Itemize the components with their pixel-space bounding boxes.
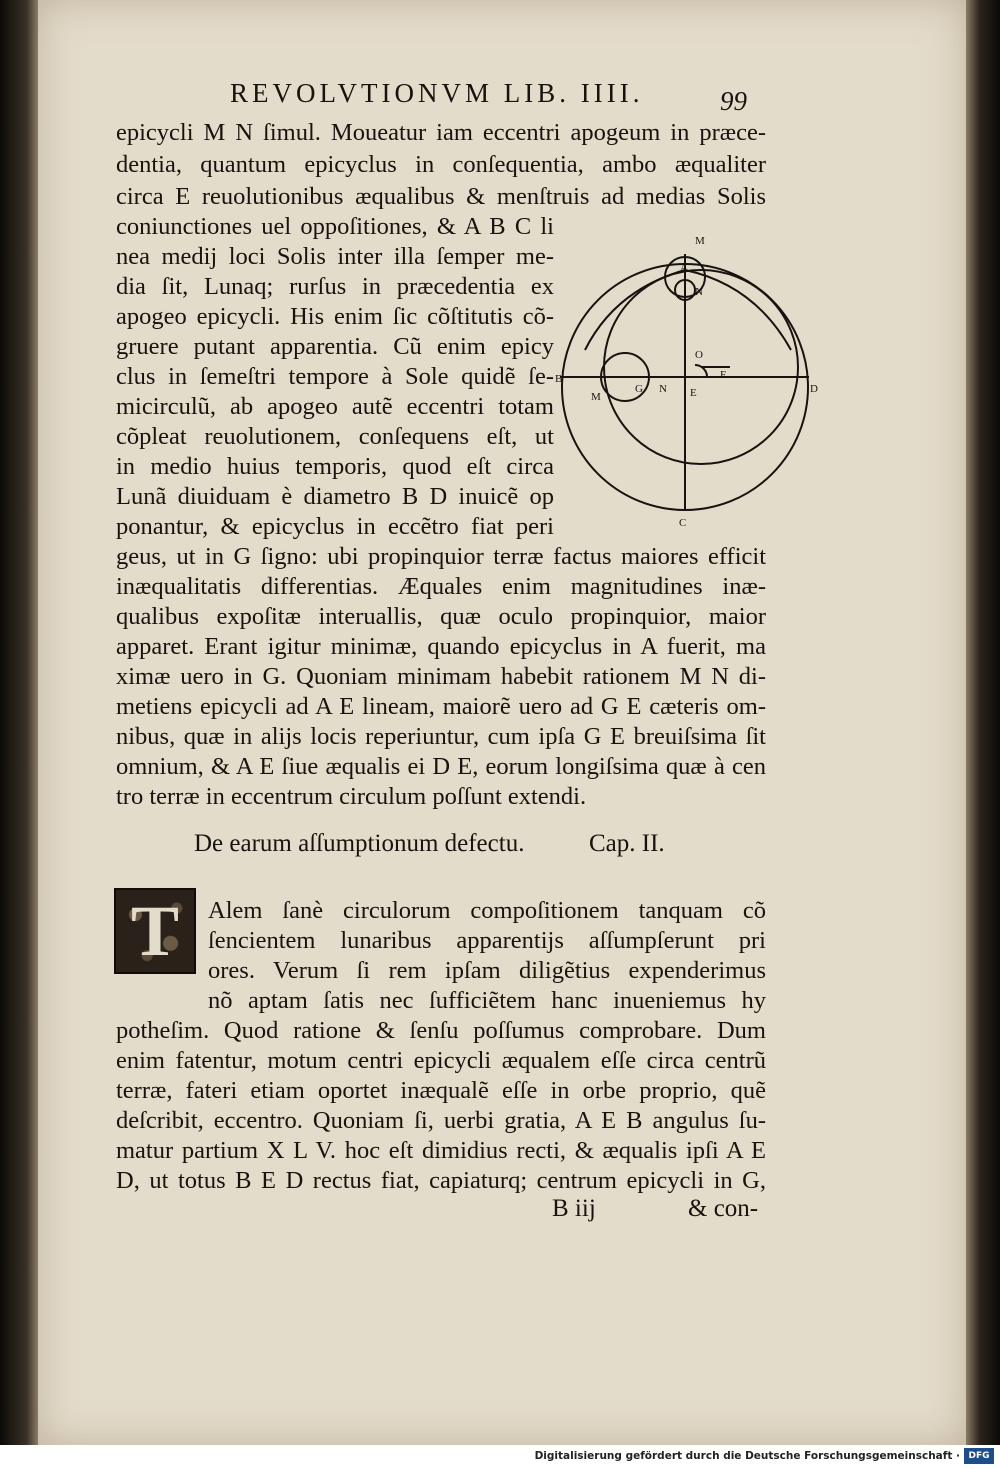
section-title: De earum aſſumptionum defectu. [194,830,525,857]
text-line: Alem ſanè circulorum compoſitionem tanquam cõ [208,897,766,924]
initial-letter: T [130,891,180,971]
text-line: metiens epicycli ad A E lineam, maiorẽ uero ad G E cæteris om- [116,693,766,720]
lunar-epicycle-diagram [555,230,825,530]
text-line: omnium, & A E ſiue æqualis ei D E, eorum longiſsima quæ à cen [116,753,766,780]
book-page [38,0,966,1445]
arc [585,270,791,350]
text-line: in medio huius temporis, quod eſt circa [116,453,554,480]
digitization-footer [0,1445,1000,1469]
text-line: inæqualitatis differentias. Æquales enim magnitudines inæ- [116,573,766,600]
diagram-label: N [695,286,703,298]
diagram-label: E [690,387,697,399]
text-line: matur partium X L V. hoc eſt dimidius recti, & æqualis ipſi A E [116,1137,766,1164]
diagram-label: A [680,262,688,274]
text-line: coniunctiones uel oppoſitiones, & A B C li [116,213,554,240]
text-line: qualibus expoſitæ interuallis, quæ oculo propinquior, maior [116,603,766,630]
diagram-label: C [679,517,687,529]
book-edge-right [966,0,1000,1445]
digitization-notice: Digitalisierung gefördert durch die Deutsche Forschungsgemeinschaft · [534,1450,960,1462]
diagram-label: O [695,349,703,361]
diagram-label: B [555,373,563,385]
text-line: apogeo epicycli. His enim ſic cõſtitutis cõ- [116,303,554,330]
text-line: enim fatentur, motum centri epicycli æqualem eſſe circa centrũ [116,1047,766,1074]
text-line: micirculũ, ab apogeo autẽ eccentri totam [116,393,554,420]
signature-mark: B iij [552,1195,596,1222]
text-line: dia ſit, Lunaq; rurſus in præcedentia ex [116,273,554,300]
chapter-number: Cap. II. [589,830,665,857]
text-line: nõ aptam ſatis nec ſufficiẽtem hanc inueniemus hy [208,987,766,1014]
decorated-initial [114,888,196,974]
text-line: deſcribit, eccentro. Quoniam ſi, uerbi gratia, A E B angulus ſu- [116,1107,766,1134]
text-line: ſencientem lunaribus apparentijs aſſumpſerunt pri [208,927,766,954]
text-line: clus in ſemeſtri tempore à Sole quidẽ ſe- [116,363,554,390]
text-line: apparet. Erant igitur minimæ, quando epicyclus in A fuerit, ma [116,633,766,660]
catchword: & con- [688,1195,759,1222]
text-line: ores. Verum ſi rem ipſam diligẽtius expenderimus [208,957,766,984]
text-line: gruere putant apparentia. Cũ enim epicy [116,333,554,360]
text-line: nea medij loci Solis inter illa ſemper me- [116,243,554,270]
diagram-label: F [720,369,727,381]
text-line: cõpleat reuolutionem, conſequens eſt, ut [116,423,554,450]
text-line: ximæ uero in G. Quoniam minimam habebit rationem M N di- [116,663,766,690]
text-line: D, ut totus B E D rectus fiat, capiaturq; centrum epicycli in G, [116,1167,766,1194]
dfg-logo: DFG [964,1448,994,1464]
diagram-label: M [591,391,601,403]
text-line: potheſim. Quod ratione & ſenſu poſſumus comprobare. Dum [116,1017,766,1044]
text-line: Lunã diuiduam è diametro B D inuicẽ op [116,483,554,510]
text-line: dentia, quantum epicyclus in conſequentia, ambo æqualiter [116,151,766,178]
diagram-label: M [695,235,705,247]
running-head: REVOLVTIONVM LIB. IIII. [230,78,644,108]
book-spine-edge [0,0,38,1445]
text-line: nibus, quæ in alijs locis reperiuntur, cum ipſa G E breuiſsima ſit [116,723,766,750]
text-line: terræ, fateri etiam oportet inæqualẽ eſſe in orbe proprio, quẽ [116,1077,766,1104]
text-line: circa E reuolutionibus æqualibus & menſtruis ad medias Solis [116,183,766,210]
text-line: ponantur, & epicyclus in eccẽtro fiat peri [116,513,554,540]
diagram-label: N [659,383,667,395]
text-line: tro terræ in eccentrum circulum poſſunt extendi. [116,783,587,810]
diagram-label: D [810,383,818,395]
diagram-label: G [635,383,643,395]
page-number: 99 [720,86,747,116]
text-line: epicycli M N ſimul. Moueatur iam eccentri apogeum in præce- [116,119,766,146]
text-line: geus, ut in G ſigno: ubi propinquior terræ factus maiores efficit [116,543,766,570]
